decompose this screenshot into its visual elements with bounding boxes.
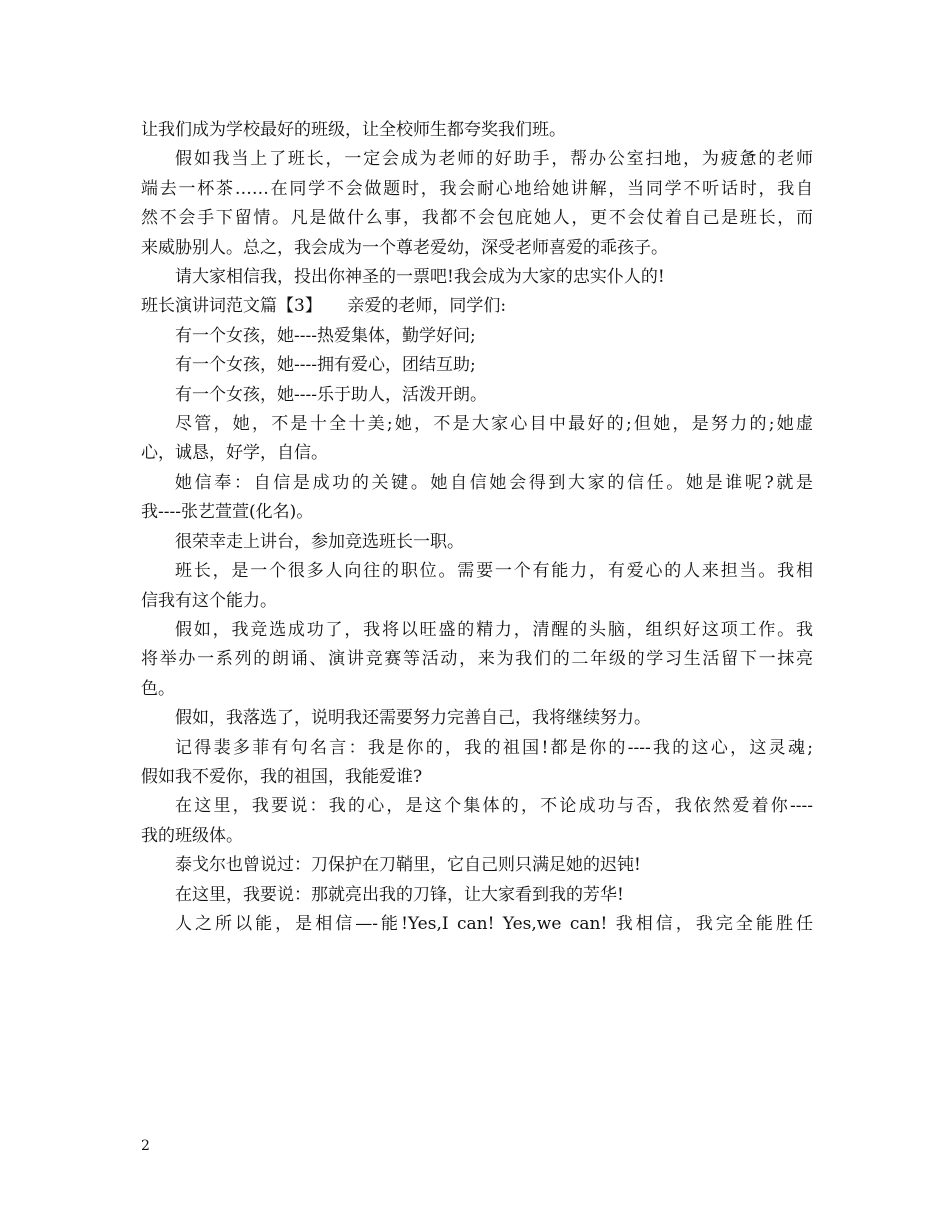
text-line: 她信奉：自信是成功的关键。她自信她会得到大家的信任。她是谁呢?就是 [175,472,813,493]
text-line: 我----张艺萱萱(化名)。 [141,502,314,523]
text-line: 在这里，我要说：那就亮出我的刀锋，让大家看到我的芳华! [175,884,624,905]
text-line: 色。 [141,678,175,699]
text-line: 让我们成为学校最好的班级，让全校师生都夸奖我们班。 [141,120,566,140]
text-line: 人之所以能，是相信—-能!Yes,I can! Yes,we can! 我相信，我完全能胜任 [175,913,813,934]
text-line: 很荣幸走上讲台，参加竞选班长一职。 [175,531,464,552]
text-line: 假如，我竞选成功了，我将以旺盛的精力，清醒的头脑，组织好这项工作。我 [175,619,813,640]
text-line: 然不会手下留情。凡是做什么事，我都不会包庇她人，更不会仗着自己是班长，而 [141,208,813,229]
text-line: 在这里，我要说：我的心，是这个集体的，不论成功与否，我依然爱着你---- [175,796,813,817]
text-line: 尽管，她，不是十全十美;她，不是大家心目中最好的;但她，是努力的;她虚 [175,414,813,435]
text-line: 记得裴多菲有句名言：我是你的，我的祖国!都是你的----我的这心，这灵魂; [175,737,813,758]
text-line: 请大家相信我，投出你神圣的一票吧!我会成为大家的忠实仆人的! [175,267,665,288]
text-line: 心，诚恳，好学，自信。 [141,443,328,464]
text-line: 假如我当上了班长，一定会成为老师的好助手，帮办公室扫地，为疲惫的老师 [175,149,813,170]
page-number: 2 [141,1138,150,1154]
document-body [141,116,813,939]
text-line: 我的班级体。 [141,825,243,846]
text-line: 有一个女孩，她----拥有爱心，团结互助; [175,355,476,376]
section-heading: 班长演讲词范文篇【3】 亲爱的老师，同学们: [141,296,507,317]
text-line: 端去一杯茶……在同学不会做题时，我会耐心地给她讲解，当同学不听话时，我自 [141,178,813,199]
text-line: 班长，是一个很多人向往的职位。需要一个有能力，有爱心的人来担当。我相 [175,561,813,582]
text-line: 有一个女孩，她----乐于助人，活泼开朗。 [175,384,487,405]
text-line: 泰戈尔也曾说过：刀保护在刀鞘里，它自己则只满足她的迟钝! [175,855,641,876]
text-line: 假如我不爱你，我的祖国，我能爱谁? [141,766,423,787]
text-line: 来威胁别人。总之，我会成为一个尊老爱幼，深受老师喜爱的乖孩子。 [141,237,668,258]
text-line: 假如，我落选了，说明我还需要努力完善自己，我将继续努力。 [175,708,651,729]
text-line: 信我有这个能力。 [141,590,277,611]
text-line: 将举办一系列的朗诵、演讲竞赛等活动，来为我们的二年级的学习生活留下一抹亮 [141,649,813,670]
text-line: 有一个女孩，她----热爱集体，勤学好问; [175,325,476,346]
